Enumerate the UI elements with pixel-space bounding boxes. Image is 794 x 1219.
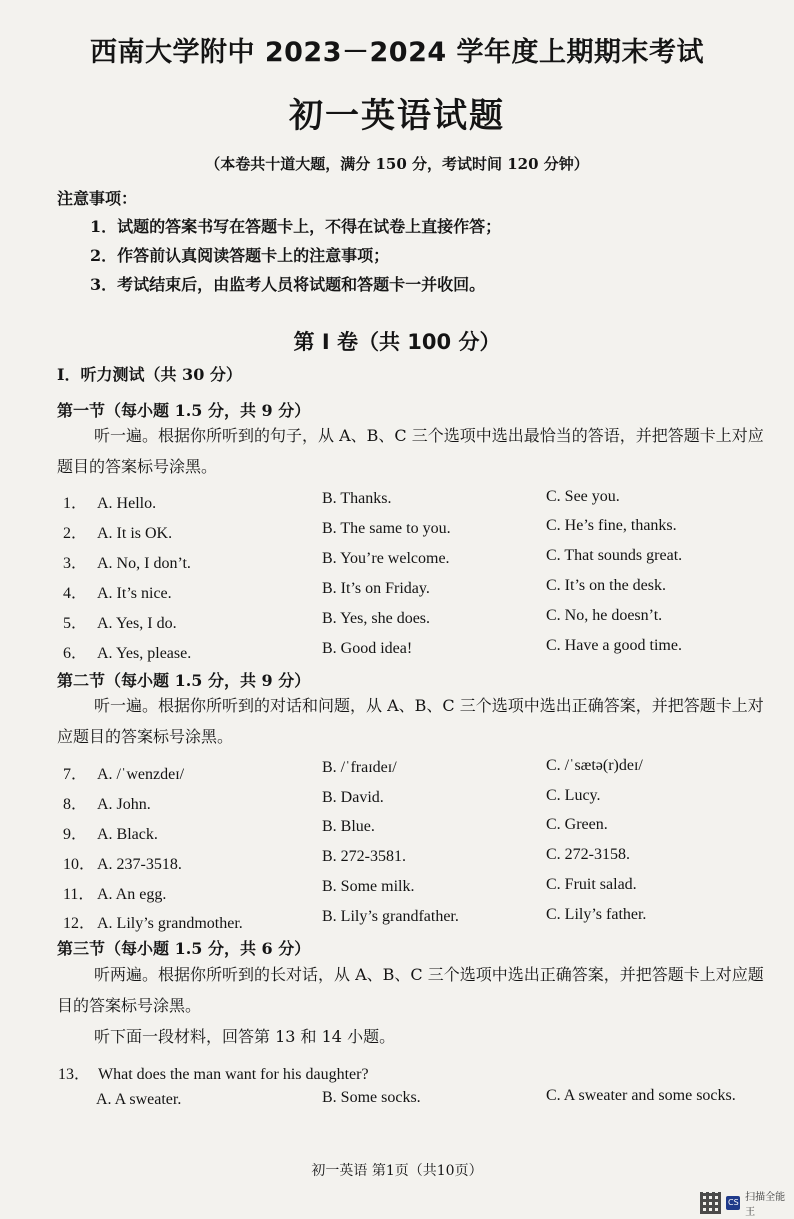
sec3-instruction: 听两遍。根据你所听到的长对话，从 A、B、C 三个选项中选出正确答案，并把答题卡上对应题目的答案标号涂黑。 <box>57 965 764 1015</box>
option-c: C. Have a good time. <box>546 637 682 654</box>
question-number: 6． <box>63 645 88 662</box>
question-number: 8． <box>63 796 88 813</box>
question-number: 10． <box>63 856 96 873</box>
school-title: 西南大学附中 2023－2024 学年度上期期末考试 <box>89 37 705 68</box>
question-number: 4． <box>63 585 88 602</box>
option-b: B. Thanks. <box>322 490 392 507</box>
sec1-heading: 第一节（每小题 1.5 分，共 9 分） <box>57 401 311 420</box>
question-13 <box>58 1061 369 1084</box>
question-number: 1． <box>63 495 88 512</box>
option-b: B. Some socks. <box>322 1089 421 1106</box>
question-6 <box>63 640 191 663</box>
question-8 <box>63 791 151 814</box>
option-a: A. Lily’s grandmother. <box>97 915 243 932</box>
question-number: 13． <box>58 1066 91 1083</box>
camscanner-logo: CS <box>726 1196 740 1210</box>
sec2-instruction: 听一遍。根据你所听到的对话和问题，从 A、B、C 三个选项中选出正确答案，并把答题卡上对应题目的答案标号涂黑。 <box>57 696 764 746</box>
scanner-watermark <box>700 1188 794 1218</box>
question-11 <box>63 881 166 904</box>
qr-code-icon <box>700 1192 721 1214</box>
question-5 <box>63 610 177 633</box>
option-c: C. /ˈsætə(r)deɪ/ <box>546 757 643 774</box>
option-a: A. John. <box>97 796 151 813</box>
option-c: C. It’s on the desk. <box>546 577 666 594</box>
sec3-lead: 听下面一段材料，回答第 13 和 14 小题。 <box>94 1027 396 1046</box>
option-a: A. A sweater. <box>96 1091 182 1108</box>
option-a: A. No, I don’t. <box>97 555 191 572</box>
option-a: A. Black. <box>97 826 158 843</box>
option-c: C. Lucy. <box>546 787 601 804</box>
option-a: A. Hello. <box>97 495 157 512</box>
question-number: 7． <box>63 766 88 783</box>
scanner-text: 扫描全能王 <box>745 1192 786 1218</box>
question-9 <box>63 821 158 844</box>
option-c: C. No, he doesn’t. <box>546 607 663 624</box>
exam-title: 初一英语试题 <box>289 96 505 136</box>
question-number: 5． <box>63 615 88 632</box>
option-c: C. 272-3158. <box>546 846 630 863</box>
option-c: C. Lily’s father. <box>546 906 647 923</box>
option-b: B. Blue. <box>322 818 375 835</box>
notice-item: 3．考试结束后，由监考人员将试题和答题卡一并收回。 <box>90 275 486 294</box>
option-b: B. Good idea! <box>322 640 413 657</box>
question-number: 11． <box>63 886 95 903</box>
question-12 <box>63 910 243 933</box>
question-number: 12． <box>63 915 96 932</box>
notice-heading: 注意事项： <box>57 189 138 208</box>
question-text: What does the man want for his daughter? <box>98 1066 369 1083</box>
question-10 <box>63 851 182 874</box>
question-7 <box>63 761 184 784</box>
option-c: C. He’s fine, thanks. <box>546 517 677 534</box>
question-1 <box>63 490 156 513</box>
sec2-heading: 第二节（每小题 1.5 分，共 9 分） <box>57 671 311 690</box>
exam-note: （本卷共十道大题，满分 150 分，考试时间 120 分钟） <box>205 155 589 173</box>
option-c: C. That sounds great. <box>546 547 683 564</box>
option-b: B. Yes, she does. <box>322 610 431 627</box>
option-b: B. 272-3581. <box>322 848 406 865</box>
option-c: C. Fruit salad. <box>546 876 637 893</box>
question-number: 9． <box>63 826 88 843</box>
option-a: A. Yes, I do. <box>97 615 177 632</box>
option-a: A. 237-3518. <box>97 856 182 873</box>
notice-item: 1．试题的答案书写在答题卡上，不得在试卷上直接作答； <box>90 217 502 236</box>
option-a: A. An egg. <box>97 886 167 903</box>
option-b: B. Lily’s grandfather. <box>322 908 459 925</box>
question-3 <box>63 550 191 573</box>
question-2 <box>63 520 172 543</box>
section-title: I．听力测试（共 30 分） <box>57 365 242 384</box>
question-number: 3． <box>63 555 88 572</box>
option-b: B. It’s on Friday. <box>322 580 430 597</box>
option-b: B. David. <box>322 789 384 806</box>
option-c: C. See you. <box>546 488 620 505</box>
sec1-instruction: 听一遍。根据你所听到的句子，从 A、B、C 三个选项中选出最恰当的答语，并把答题卡上对应题目的答案标号涂黑。 <box>57 426 764 476</box>
option-c: C. Green. <box>546 816 608 833</box>
option-a: A. It’s nice. <box>97 585 172 602</box>
option-b: B. The same to you. <box>322 520 451 537</box>
page-footer: 初一英语 第1页（共10页） <box>311 1163 483 1179</box>
option-b: B. Some milk. <box>322 878 415 895</box>
sec3-heading: 第三节（每小题 1.5 分，共 6 分） <box>57 939 311 958</box>
option-a: A. It is OK. <box>97 525 173 542</box>
option-a: A. Yes, please. <box>97 645 192 662</box>
part-title: 第 I 卷（共 100 分） <box>293 330 501 354</box>
option-b: B. /ˈfraɪdeɪ/ <box>322 759 397 776</box>
question-number: 2． <box>63 525 88 542</box>
notice-item: 2．作答前认真阅读答题卡上的注意事项； <box>90 246 390 265</box>
option-b: B. You’re welcome. <box>322 550 450 567</box>
option-a: A. /ˈwenzdeɪ/ <box>97 766 185 783</box>
question-4 <box>63 580 172 603</box>
option-c: C. A sweater and some socks. <box>546 1087 736 1104</box>
